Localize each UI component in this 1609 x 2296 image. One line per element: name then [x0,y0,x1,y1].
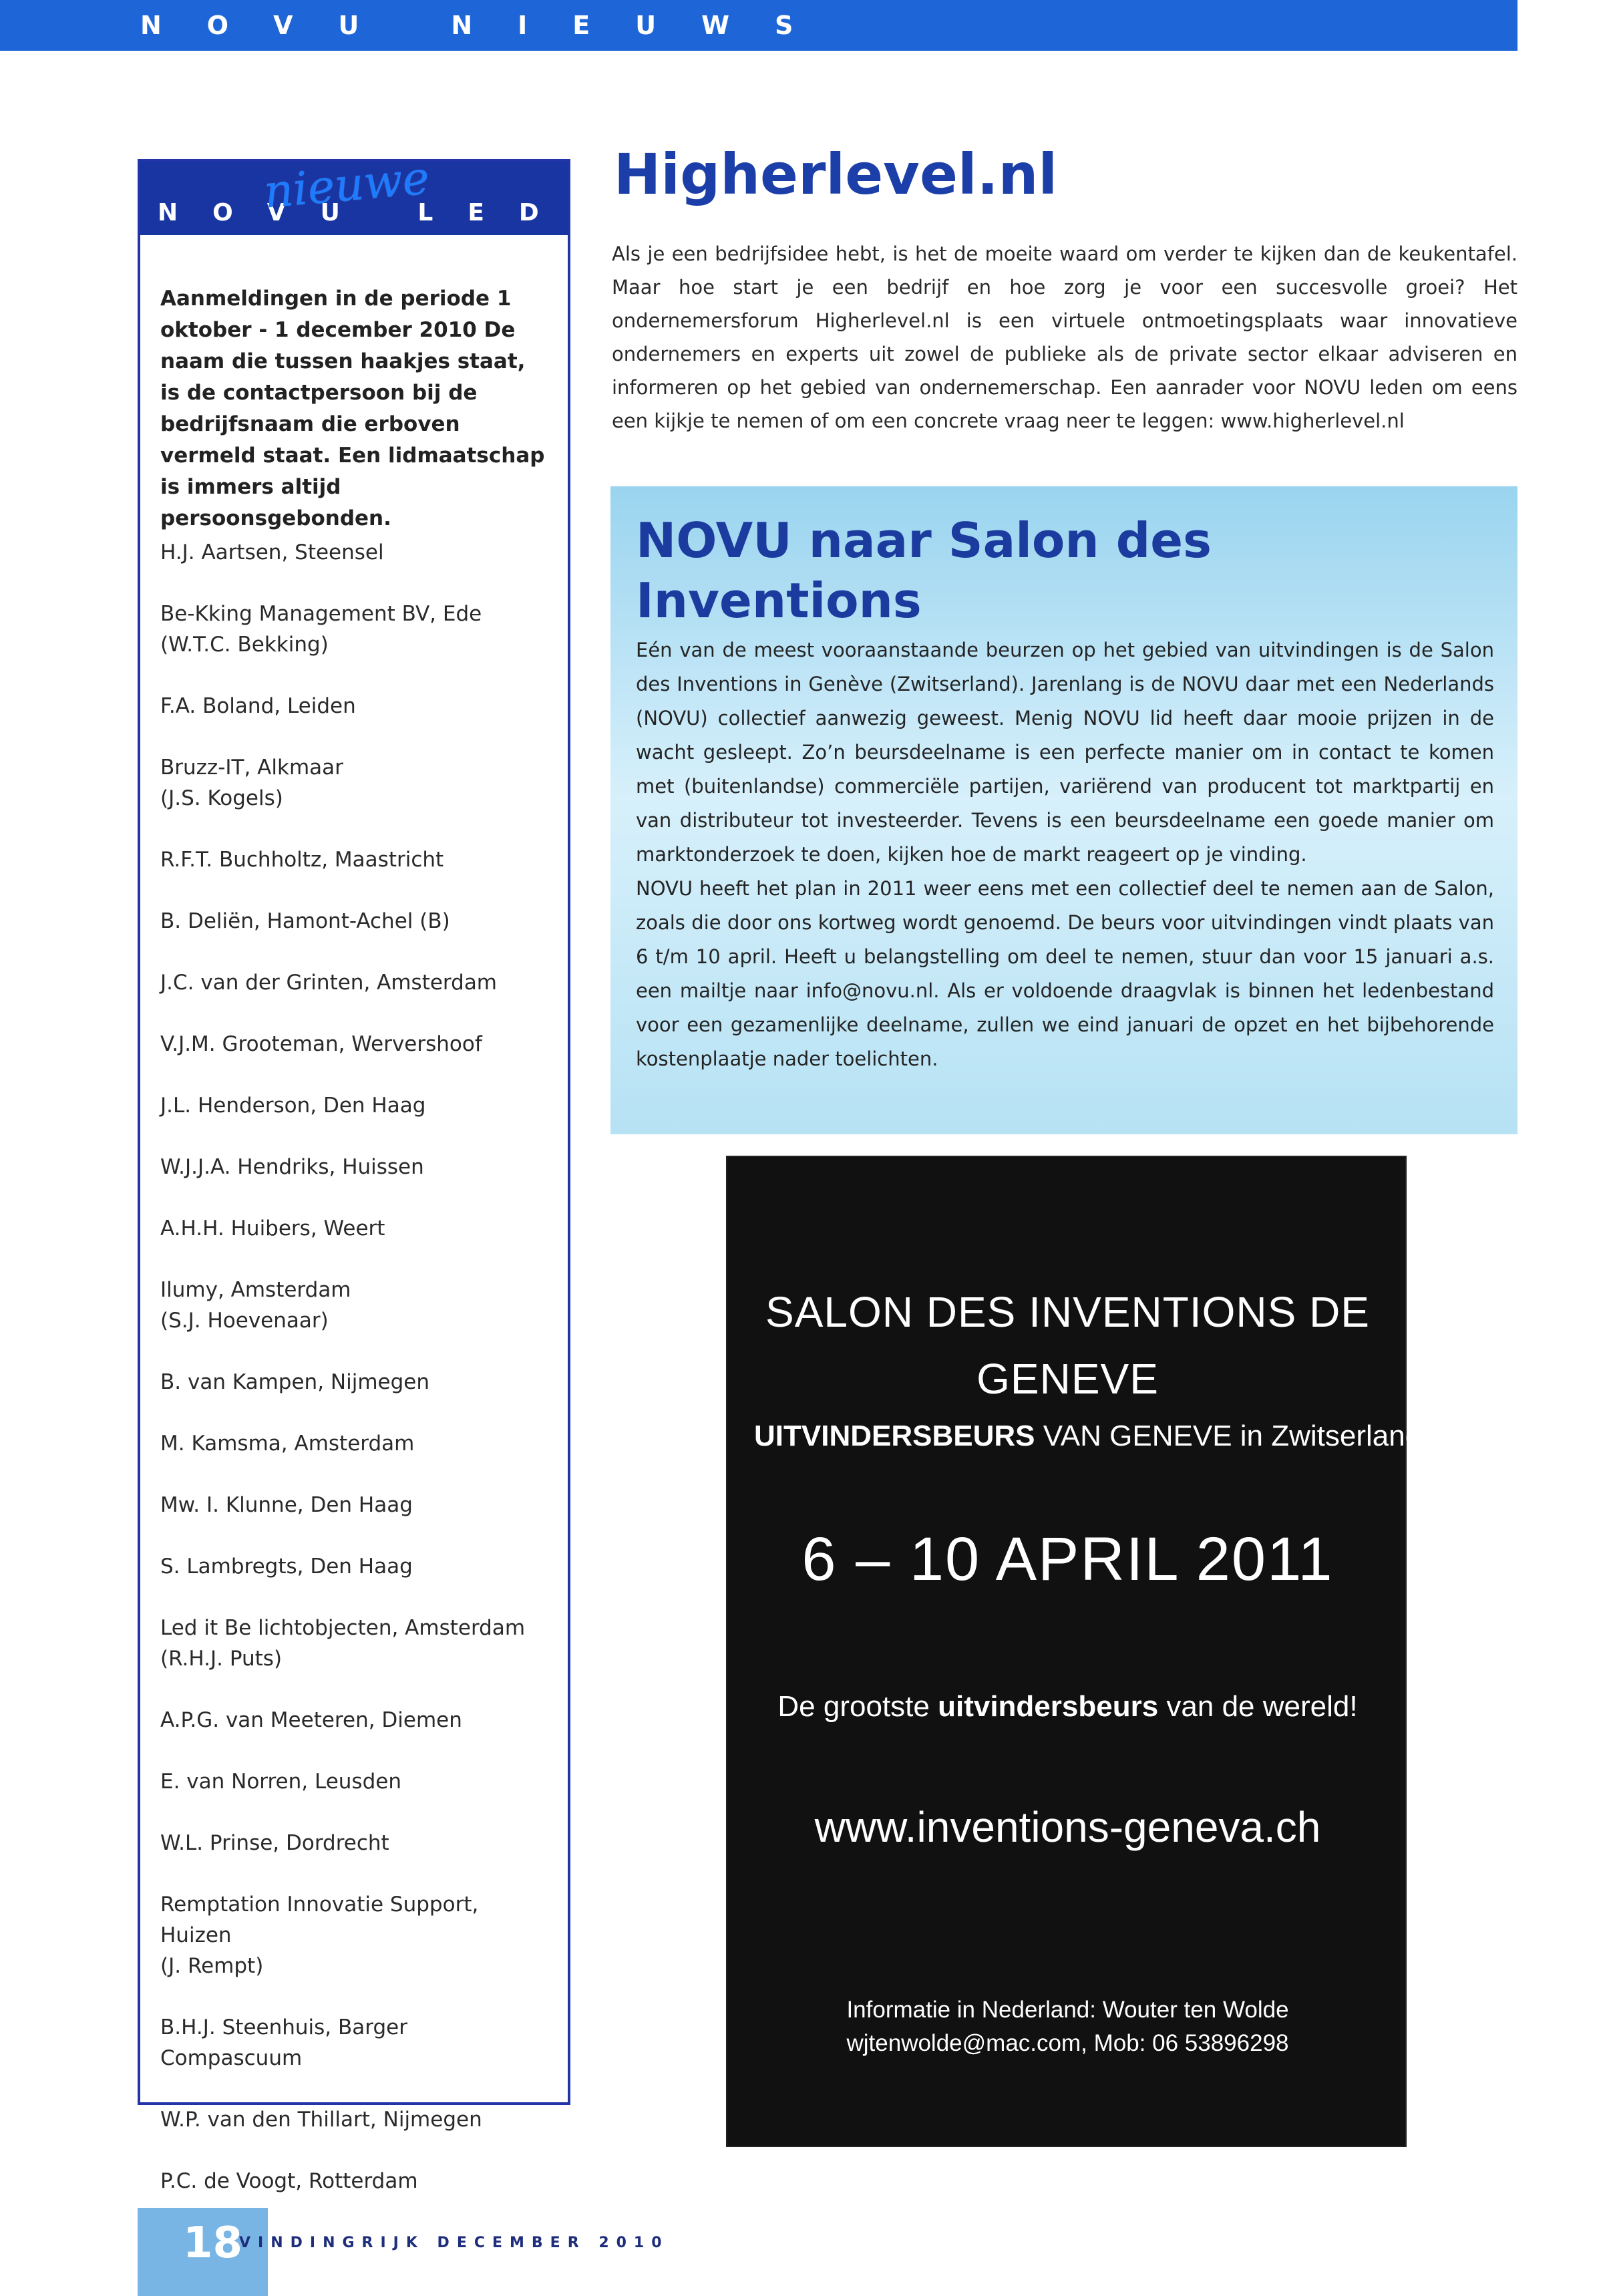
member-list-item: J.C. van der Grinten, Amsterdam [160,971,498,995]
ad-website-url: www.inventions-geneva.ch [814,1803,1321,1851]
member-list-item: B. van Kampen, Nijmegen [160,1370,429,1394]
page-footer [0,2208,801,2296]
ad-claim-bold: uitvindersbeurs [938,1690,1159,1723]
ad-subtitle-rest: VAN GENEVE in Zwitserland [1035,1420,1422,1452]
member-list-item: S. Lambregts, Den Haag [160,1554,413,1579]
member-list-item: E. van Norren, Leusden [160,1770,401,1794]
member-list-item: Led it Be lichtobjecten, Amsterdam (R.H.J. Puts) [160,1616,526,1671]
member-list-item: Be-Kking Management BV, Ede (W.T.C. Bekking) [160,602,482,657]
salon-paragraph-1: Eén van de meest vooraanstaande beurzen op het gebied van uitvindingen is de Salon des Inventions in Genève (Zwitserland). Jarenlang is de NOVU daar met een Nederlands (NOVU) collectief aanwezig geweest. Menig NOVU lid heeft daar mooie prijzen in de wacht gesleept. Zo’n beursdeelname is een perfecte manier om in contact te komen met (buitenlandse) commerciële partijen, variërend van producent tot marktpartij en van distributeur tot investeerder. Tevens is een beursdeelname een goede manier om marktonderzoek te doen, kijken hoe de markt reageert op je vinding. [636,639,1494,866]
ad-subtitle [754,1416,1422,1456]
salon-paragraph-2: NOVU heeft het plan in 2011 weer eens met een collectief deel te nemen aan de Salon, zoals die door ons kortweg wordt genoemd. De beurs voor uitvindingen vindt plaats van 6 t/m 10 april. Heeft u belangstelling om deel te nemen, stuur dan voor 15 januari a.s. een mailtje naar info@novu.nl. Als er voldoende draagvlak is binnen het ledenbestand voor een gezamenlijke deelname, zullen we eind januari de opzet en het bijbehorende kostenplaatje nader toelichten. [636,877,1494,1070]
member-list-item: P.C. de Voogt, Rotterdam [160,2169,418,2193]
section-label-right: NIEUWS [451,11,839,40]
member-list-item: B.H.J. Steenhuis, Barger Compascuum [160,2015,407,2070]
new-members-box [138,152,680,2193]
ad-subtitle-bold: UITVINDERSBEURS [754,1420,1035,1452]
member-list-item: A.H.H. Huibers, Weert [160,1216,385,1241]
member-list-item: Ilumy, Amsterdam (S.J. Hoevenaar) [160,1278,351,1333]
member-list-item: M. Kamsma, Amsterdam [160,1432,415,1456]
section-label-left: NOVU [140,11,405,40]
member-list-item: Bruzz-IT, Alkmaar (J.S. Kogels) [160,756,343,810]
ad-contact-info: Informatie in Nederland: Wouter ten Wolde wjtenwolde@mac.com, Mob: 06 53896298 [846,1997,1289,2056]
member-list-item: B. Deliën, Hamont-Achel (B) [160,909,450,933]
member-list-item: A.P.G. van Meeteren, Diemen [160,1708,462,1732]
member-list-item: Remptation Innovatie Support, Huizen (J. Rempt) [160,1893,479,1978]
publication-line: VINDINGRIJK DECEMBER 2010 [239,2235,669,2251]
member-list-item: W.P. van den Thillart, Nijmegen [160,2108,482,2132]
member-list-item: H.J. Aartsen, Steensel [160,540,384,564]
member-list-item: V.J.M. Grooteman, Wervershoof [160,1032,482,1056]
ad-claim [754,1687,1381,1727]
ad-claim-suffix: van de wereld! [1158,1690,1358,1723]
geneva-advertisement [726,1156,1422,2147]
members-intro-text: Aanmeldingen in de periode 1 oktober - 1 december 2010 De naam die tussen haakjes staat, is de contactpersoon bij de bedrijfsnaam die erboven vermeld staat. Een lidmaatschap is immers altijd persoonsgebonden. [160,287,545,530]
page-number: 18 [183,2219,243,2268]
ad-claim-prefix: De grootste [777,1690,938,1723]
salon-feature-box [610,486,1517,1134]
salon-headline: NOVU naar Salon des Inventions [636,512,1212,629]
ad-title: SALON DES INVENTIONS DE GENEVE [765,1288,1370,1403]
new-members-script-label: nieuwe [262,152,432,219]
member-list-item: J.L. Henderson, Den Haag [160,1094,426,1118]
section-header-bar [0,0,1517,51]
higherlevel-headline: Higherlevel.nl [614,142,1058,207]
salon-body [636,633,1494,1076]
ad-date: 6 – 10 APRIL 2011 [801,1525,1334,1593]
member-list-item: Mw. I. Klunne, Den Haag [160,1493,413,1517]
member-list-item: F.A. Boland, Leiden [160,694,356,718]
members-list [160,537,551,2227]
member-list-item: W.L. Prinse, Dordrecht [160,1831,389,1855]
higherlevel-body: Als je een bedrijfsidee hebt, is het de moeite waard om verder te kijken dan de keukentafel. Maar hoe start je een bedrijf en hoe zorg je voor een succesvolle groei? Het ondernemersforum Higherlevel.nl is een virtuele ontmoetingsplaats waar innovatieve ondernemers en experts uit zowel de publieke als de private sector elkaar adviseren en informeren op het gebied van ondernemerschap. Een aanrader voor NOVU leden om eens een kijkje te nemen of om een concrete vraag neer te leggen: www.higherlevel.nl [612,242,1517,432]
member-list-item: R.F.T. Buchholtz, Maastricht [160,848,444,872]
member-list-item: W.J.J.A. Hendriks, Huissen [160,1155,424,1179]
new-members-label: NOVU LEDEN [158,199,680,226]
